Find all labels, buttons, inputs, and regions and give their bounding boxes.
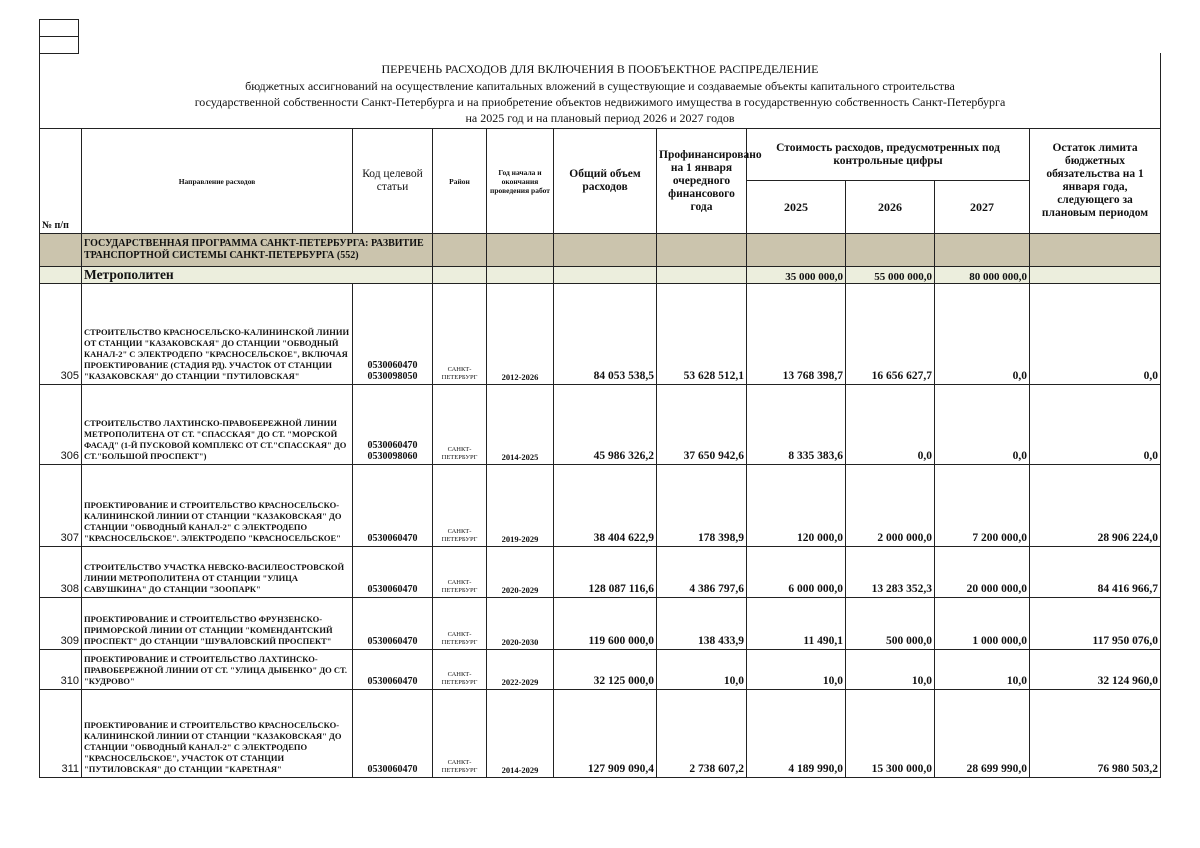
row-direction: СТРОИТЕЛЬСТВО КРАСНОСЕЛЬСКО-КАЛИНИНСКОЙ ЛИНИИ ОТ СТАНЦИИ "КАЗАКОВСКАЯ" ДО СТАНЦИИ "ОБВОДНЫЙ КАНАЛ-2" С ЭЛЕКТРОДЕПО "КРАСНОСЕЛЬСКОЕ", ВКЛЮЧАЯ ПРОЕКТИРОВАНИЕ (СТАДИЯ РД). УЧАСТОК ОТ СТАНЦИИ "КАЗАКОВСКАЯ" ДО СТАНЦИИ "ПУТИЛОВСКАЯ" bbox=[82, 284, 353, 385]
row-remainder: 76 980 503,2 bbox=[1030, 690, 1161, 778]
col-header-region: Район bbox=[433, 129, 487, 234]
col-header-total: Общий объем расходов bbox=[554, 129, 657, 234]
row-financed: 37 650 942,6 bbox=[657, 385, 747, 465]
row-2025: 11 490,1 bbox=[747, 598, 846, 650]
row-2025: 13 768 398,7 bbox=[747, 284, 846, 385]
row-code-2: 0530098060 bbox=[367, 451, 418, 462]
row-2025: 4 189 990,0 bbox=[747, 690, 846, 778]
document-subtitle-line-2: государственной собственности Санкт-Петербурга и на приобретение объектов недвижимого имущества в государственную собственность Санкт-Петербурга bbox=[194, 95, 1006, 109]
col-header-direction: Направление расходов bbox=[82, 129, 353, 234]
row-number: 308 bbox=[40, 547, 82, 598]
row-2026: 2 000 000,0 bbox=[846, 465, 935, 547]
row-region: САНКТ-ПЕТЕРБУРГ bbox=[433, 598, 487, 650]
table-row bbox=[40, 465, 1161, 547]
row-code-2: 0530098050 bbox=[367, 371, 418, 382]
col-header-financed: Профинансировано на 1 января очередного финансового года bbox=[657, 129, 747, 234]
row-direction: ПРОЕКТИРОВАНИЕ И СТРОИТЕЛЬСТВО КРАСНОСЕЛЬСКО-КАЛИНИНСКОЙ ЛИНИИ ОТ СТАНЦИИ "КАЗАКОВСКАЯ" ДО СТАНЦИИ "ОБВОДНЫЙ КАНАЛ-2" С ЭЛЕКТРОДЕПО "КРАСНОСЕЛЬСКОЕ". ЭЛЕКТРОДЕПО "КРАСНОСЕЛЬСКОЕ" bbox=[82, 465, 353, 547]
row-2027: 20 000 000,0 bbox=[935, 547, 1030, 598]
row-financed: 178 398,9 bbox=[657, 465, 747, 547]
row-region: САНКТ-ПЕТЕРБУРГ bbox=[433, 690, 487, 778]
row-code-1: 0530060470 bbox=[367, 676, 418, 687]
row-years: 2022-2029 bbox=[487, 650, 554, 690]
row-2026: 10,0 bbox=[846, 650, 935, 690]
row-2027: 0,0 bbox=[935, 385, 1030, 465]
row-code bbox=[353, 690, 433, 778]
row-years: 2014-2025 bbox=[487, 385, 554, 465]
row-direction: ПРОЕКТИРОВАНИЕ И СТРОИТЕЛЬСТВО КРАСНОСЕЛЬСКО-КАЛИНИНСКОЙ ЛИНИИ ОТ СТАНЦИИ "КАЗАКОВСКАЯ" ДО СТАНЦИИ "ОБВОДНЫЙ КАНАЛ-2" С ЭЛЕКТРОДЕПО "КРАСНОСЕЛЬСКОЕ", УЧАСТОК ОТ СТАНЦИИ "ПУТИЛОВСКАЯ" ДО СТАНЦИИ "КАРЕТНАЯ" bbox=[82, 690, 353, 778]
row-years: 2019-2029 bbox=[487, 465, 554, 547]
row-total: 119 600 000,0 bbox=[554, 598, 657, 650]
row-code bbox=[353, 547, 433, 598]
right-border-line bbox=[1160, 53, 1161, 130]
row-total: 45 986 326,2 bbox=[554, 385, 657, 465]
row-total: 128 087 116,6 bbox=[554, 547, 657, 598]
row-direction: СТРОИТЕЛЬСТВО УЧАСТКА НЕВСКО-ВАСИЛЕОСТРОВСКОЙ ЛИНИИ МЕТРОПОЛИТЕНА ОТ СТАНЦИИ "УЛИЦА САВУШКИНА" ДО СТАНЦИИ "ЗООПАРК" bbox=[82, 547, 353, 598]
row-2027: 28 699 990,0 bbox=[935, 690, 1030, 778]
row-total: 38 404 622,9 bbox=[554, 465, 657, 547]
corner-box bbox=[39, 19, 79, 54]
row-region: САНКТ-ПЕТЕРБУРГ bbox=[433, 465, 487, 547]
section-row bbox=[40, 267, 1161, 284]
row-code-1: 0530060470 bbox=[367, 636, 418, 647]
row-region: САНКТ-ПЕТЕРБУРГ bbox=[433, 650, 487, 690]
row-2025: 6 000 000,0 bbox=[747, 547, 846, 598]
col-header-cost-group: Стоимость расходов, предусмотренных под контрольные цифры bbox=[747, 129, 1030, 181]
row-total: 32 125 000,0 bbox=[554, 650, 657, 690]
row-code bbox=[353, 650, 433, 690]
row-number: 307 bbox=[40, 465, 82, 547]
col-header-years: Год начала и окончания проведения работ bbox=[487, 129, 554, 234]
row-code bbox=[353, 385, 433, 465]
table-row bbox=[40, 284, 1161, 385]
row-years: 2020-2029 bbox=[487, 547, 554, 598]
table-row bbox=[40, 650, 1161, 690]
row-code-1: 0530060470 bbox=[367, 533, 418, 544]
row-remainder: 117 950 076,0 bbox=[1030, 598, 1161, 650]
row-remainder: 0,0 bbox=[1030, 385, 1161, 465]
table-row bbox=[40, 547, 1161, 598]
col-header-code: Код целевой статьи bbox=[353, 129, 433, 234]
row-direction: ПРОЕКТИРОВАНИЕ И СТРОИТЕЛЬСТВО ЛАХТИНСКО-ПРАВОБЕРЕЖНОЙ ЛИНИИ ОТ СТ. "УЛИЦА ДЫБЕНКО" ДО СТ. "КУДРОВО" bbox=[82, 650, 353, 690]
row-code-1: 0530060470 bbox=[367, 440, 418, 451]
row-financed: 53 628 512,1 bbox=[657, 284, 747, 385]
row-2025: 120 000,0 bbox=[747, 465, 846, 547]
section-2025: 35 000 000,0 bbox=[747, 267, 846, 284]
row-financed: 138 433,9 bbox=[657, 598, 747, 650]
row-total: 84 053 538,5 bbox=[554, 284, 657, 385]
table-row bbox=[40, 690, 1161, 778]
row-years: 2012-2026 bbox=[487, 284, 554, 385]
row-number: 311 bbox=[40, 690, 82, 778]
row-region: САНКТ-ПЕТЕРБУРГ bbox=[433, 385, 487, 465]
left-border-line bbox=[39, 53, 40, 130]
row-region: САНКТ-ПЕТЕРБУРГ bbox=[433, 284, 487, 385]
col-header-2025: 2025 bbox=[747, 181, 846, 234]
section-2027: 80 000 000,0 bbox=[935, 267, 1030, 284]
row-2026: 16 656 627,7 bbox=[846, 284, 935, 385]
row-code-1: 0530060470 bbox=[367, 584, 418, 595]
row-direction: ПРОЕКТИРОВАНИЕ И СТРОИТЕЛЬСТВО ФРУНЗЕНСКО-ПРИМОРСКОЙ ЛИНИИ ОТ СТАНЦИИ "КОМЕНДАНТСКИЙ ПРОСПЕКТ" ДО СТАНЦИИ "ШУВАЛОВСКИЙ ПРОСПЕКТ" bbox=[82, 598, 353, 650]
row-number: 305 bbox=[40, 284, 82, 385]
row-years: 2020-2030 bbox=[487, 598, 554, 650]
row-2027: 0,0 bbox=[935, 284, 1030, 385]
table-row bbox=[40, 385, 1161, 465]
row-remainder: 32 124 960,0 bbox=[1030, 650, 1161, 690]
table-row bbox=[40, 598, 1161, 650]
row-2025: 10,0 bbox=[747, 650, 846, 690]
document-subtitle-line-1: бюджетных ассигнований на осуществление капитальных вложений в существующие и создаваемые объекты капитального строительства bbox=[245, 79, 955, 93]
row-2026: 13 283 352,3 bbox=[846, 547, 935, 598]
row-financed: 4 386 797,6 bbox=[657, 547, 747, 598]
row-financed: 10,0 bbox=[657, 650, 747, 690]
row-number: 309 bbox=[40, 598, 82, 650]
col-header-nn: № п/п bbox=[40, 129, 82, 234]
document-title: ПЕРЕЧЕНЬ РАСХОДОВ ДЛЯ ВКЛЮЧЕНИЯ В ПООБЪЕКТНОЕ РАСПРЕДЕЛЕНИЕ bbox=[381, 62, 819, 76]
section-name: Метрополитен bbox=[82, 267, 433, 284]
row-2026: 15 300 000,0 bbox=[846, 690, 935, 778]
row-remainder: 28 906 224,0 bbox=[1030, 465, 1161, 547]
row-code-1: 0530060470 bbox=[367, 360, 418, 371]
row-2027: 1 000 000,0 bbox=[935, 598, 1030, 650]
section-2026: 55 000 000,0 bbox=[846, 267, 935, 284]
program-row bbox=[40, 234, 1161, 267]
row-2027: 7 200 000,0 bbox=[935, 465, 1030, 547]
program-name: ГОСУДАРСТВЕННАЯ ПРОГРАММА САНКТ-ПЕТЕРБУРГА: РАЗВИТИЕ ТРАНСПОРТНОЙ СИСТЕМЫ САНКТ-ПЕТЕРБУРГА (552) bbox=[82, 234, 433, 267]
row-2025: 8 335 383,6 bbox=[747, 385, 846, 465]
row-remainder: 0,0 bbox=[1030, 284, 1161, 385]
row-code bbox=[353, 465, 433, 547]
col-header-2026: 2026 bbox=[846, 181, 935, 234]
row-code-1: 0530060470 bbox=[367, 764, 418, 775]
row-number: 306 bbox=[40, 385, 82, 465]
row-years: 2014-2029 bbox=[487, 690, 554, 778]
row-number: 310 bbox=[40, 650, 82, 690]
row-direction: СТРОИТЕЛЬСТВО ЛАХТИНСКО-ПРАВОБЕРЕЖНОЙ ЛИНИИ МЕТРОПОЛИТЕНА ОТ СТ. "СПАССКАЯ" ДО СТ. "МОРСКОЙ ФАСАД" (1-Й ПУСКОВОЙ КОМПЛЕКС ОТ СТ."СПАССКАЯ" ДО СТ."БОЛЬШОЙ ПРОСПЕКТ") bbox=[82, 385, 353, 465]
row-region: САНКТ-ПЕТЕРБУРГ bbox=[433, 547, 487, 598]
row-total: 127 909 090,4 bbox=[554, 690, 657, 778]
row-financed: 2 738 607,2 bbox=[657, 690, 747, 778]
col-header-remainder: Остаток лимита бюджетных обязательства на 1 января года, следующего за плановым периодом bbox=[1030, 129, 1161, 234]
row-remainder: 84 416 966,7 bbox=[1030, 547, 1161, 598]
row-code bbox=[353, 284, 433, 385]
row-2026: 500 000,0 bbox=[846, 598, 935, 650]
row-code bbox=[353, 598, 433, 650]
row-2027: 10,0 bbox=[935, 650, 1030, 690]
col-header-2027: 2027 bbox=[935, 181, 1030, 234]
row-2026: 0,0 bbox=[846, 385, 935, 465]
document-subtitle-line-3: на 2025 год и на плановый период 2026 и 2027 годов bbox=[465, 111, 735, 125]
expenses-table bbox=[39, 128, 1161, 778]
